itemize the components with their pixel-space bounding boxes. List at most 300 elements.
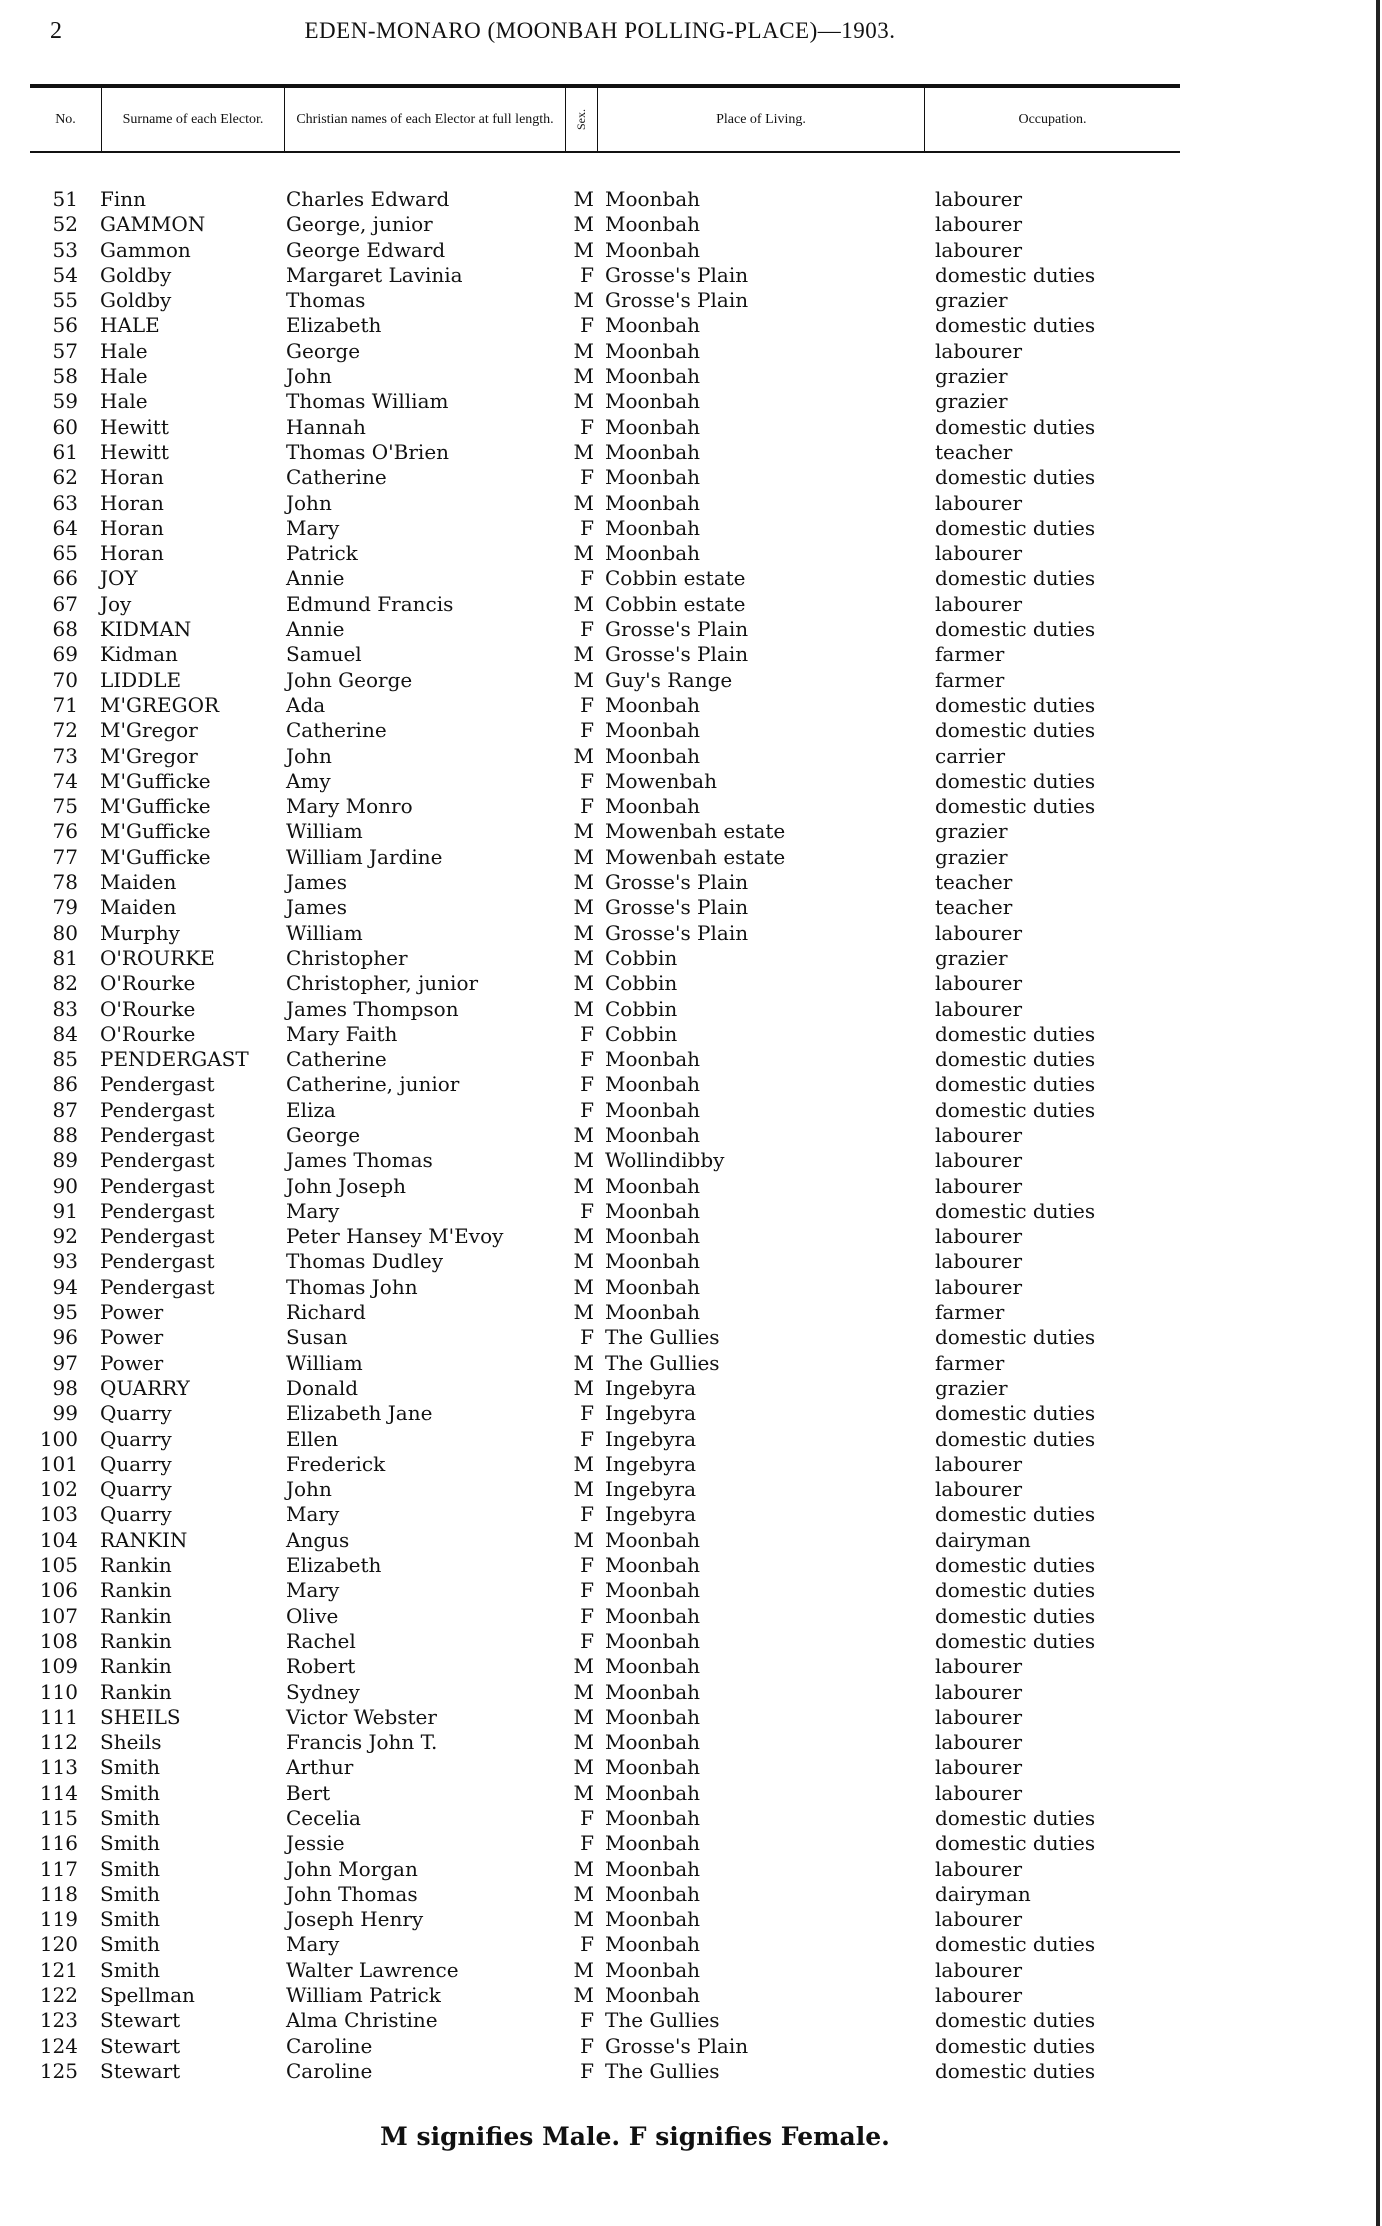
row-occupation: grazier [935,389,1008,414]
row-sex: F [580,692,594,717]
row-sex: M [573,1300,594,1325]
row-number: 115 [39,1806,78,1830]
row-number: 75 [52,794,78,819]
row-number: 122 [39,1983,78,2008]
row-place: Grosse's Plain [605,2033,749,2058]
row-occupation: domestic duties [935,414,1096,439]
row-place: Moonbah [605,1806,701,1830]
row-surname: O'Rourke [100,971,196,996]
row-occupation: farmer [935,1350,1005,1375]
table-row [0,971,1382,996]
row-number: 102 [39,1477,78,1502]
row-place: Moonbah [605,1957,701,1982]
row-number: 88 [52,1122,78,1147]
row-occupation: labourer [935,1173,1023,1198]
row-christian-names: Patrick [286,541,358,566]
table-row [0,769,1382,794]
header-surname: Surname of each Elector. [102,88,285,151]
row-sex: M [573,591,594,616]
table-row [0,566,1382,591]
row-sex: M [573,187,594,211]
row-number: 107 [39,1603,78,1628]
row-surname: JOY [100,566,138,591]
row-surname: Stewart [100,2058,181,2083]
row-occupation: labourer [935,1249,1023,1274]
row-surname: Smith [100,1907,160,1932]
row-surname: Rankin [100,1654,172,1679]
row-number: 81 [52,945,78,970]
row-place: Moonbah [605,439,701,464]
row-surname: QUARRY [100,1375,190,1400]
table-row [0,895,1382,920]
row-sex: F [580,1578,594,1603]
row-occupation: labourer [935,1224,1023,1249]
row-sex: F [580,1047,594,1072]
row-number: 61 [52,439,78,464]
row-place: Moonbah [605,1553,701,1578]
header-place: Place of Living. [598,88,925,151]
row-christian-names: Caroline [286,2058,373,2083]
row-christian-names: George [286,338,361,363]
row-christian-names: Caroline [286,2033,373,2058]
row-number: 106 [39,1578,78,1603]
row-occupation: domestic duties [935,313,1096,338]
table-row [0,617,1382,642]
row-place: Grosse's Plain [605,617,749,642]
row-sex: F [580,617,594,642]
row-occupation: labourer [935,1983,1023,2008]
row-surname: Rankin [100,1578,172,1603]
row-sex: M [573,1654,594,1679]
row-occupation: labourer [935,996,1023,1021]
row-place: Moonbah [605,1983,701,2008]
row-number: 116 [39,1831,78,1856]
row-place: Grosse's Plain [605,642,749,667]
table-row [0,1730,1382,1755]
row-christian-names: Richard [286,1300,366,1325]
table-row [0,389,1382,414]
row-sex: M [573,1856,594,1881]
row-sex: F [580,794,594,819]
row-sex: M [573,541,594,566]
row-number: 86 [52,1072,78,1097]
row-place: Moonbah [605,465,701,490]
row-surname: Pendergast [100,1198,215,1223]
row-place: Grosse's Plain [605,870,749,895]
row-sex: F [580,2058,594,2083]
row-number: 62 [52,465,78,490]
row-surname: Rankin [100,1603,172,1628]
row-sex: M [573,1527,594,1552]
row-surname: HALE [100,313,160,338]
row-number: 104 [39,1527,78,1552]
row-occupation: domestic duties [935,768,1096,793]
row-sex: F [580,2008,594,2033]
row-place: Moonbah [605,414,701,439]
row-surname: Spellman [100,1983,195,2008]
row-number: 90 [52,1173,78,1198]
row-christian-names: Peter Hansey M'Evoy [286,1224,504,1249]
row-number: 99 [52,1401,78,1426]
row-sex: M [573,870,594,895]
row-surname: Smith [100,1881,160,1906]
row-surname: Horan [100,515,164,540]
row-christian-names: Mary [286,1198,340,1223]
row-christian-names: John Thomas [286,1881,418,1906]
row-place: Moonbah [605,187,701,211]
table-row [0,491,1382,516]
row-christian-names: Christopher, junior [286,971,479,996]
row-occupation: labourer [935,1679,1023,1704]
row-occupation: labourer [935,1451,1023,1476]
row-surname: Smith [100,1755,160,1780]
row-christian-names: Edmund Francis [286,591,454,616]
row-surname: Rankin [100,1628,172,1653]
row-surname: Murphy [100,920,180,945]
row-sex: M [573,364,594,389]
row-place: Grosse's Plain [605,288,749,313]
row-christian-names: Mary [286,1578,340,1603]
row-place: The Gullies [605,1350,720,1375]
row-surname: Sheils [100,1730,162,1755]
page-number: 2 [50,18,62,44]
row-christian-names: Cecelia [286,1806,361,1830]
row-christian-names: Eliza [286,1097,336,1122]
row-place: Moonbah [605,1603,701,1628]
row-surname: Stewart [100,2033,181,2058]
table-row [0,997,1382,1022]
header-occupation: Occupation. [1018,112,1087,127]
row-occupation: labourer [935,1957,1023,1982]
row-place: Moonbah [605,313,701,338]
row-sex: M [573,1907,594,1932]
row-occupation: domestic duties [935,718,1096,743]
row-christian-names: James [286,895,348,920]
row-surname: M'Gufficke [100,819,211,844]
row-surname: Finn [100,187,147,211]
row-occupation: domestic duties [935,465,1096,490]
elector-list [0,187,1382,2084]
row-occupation: domestic duties [935,2008,1096,2033]
row-occupation: grazier [935,819,1008,844]
table-row [0,1047,1382,1072]
row-number: 57 [52,338,78,363]
row-sex: F [580,1553,594,1578]
row-number: 114 [39,1780,78,1805]
row-place: The Gullies [605,2008,720,2033]
row-surname: Pendergast [100,1173,215,1198]
table-row [0,1857,1382,1882]
row-sex: M [573,439,594,464]
row-place: Moonbah [605,1198,701,1223]
row-surname: M'Gufficke [100,794,211,819]
row-christian-names: Ada [286,692,326,717]
row-place: Moonbah [605,1679,701,1704]
table-row [0,288,1382,313]
row-sex: M [573,1224,594,1249]
row-number: 96 [52,1325,78,1350]
row-christian-names: Catherine [286,718,387,743]
row-number: 60 [52,414,78,439]
row-christian-names: John Morgan [286,1856,418,1881]
row-place: Grosse's Plain [605,920,749,945]
row-christian-names: John [286,1477,332,1502]
table-row [0,2008,1382,2033]
row-occupation: domestic duties [935,1325,1096,1350]
table-row [0,1882,1382,1907]
row-place: Moonbah [605,1274,701,1299]
row-place: Moonbah [605,389,701,414]
table-row [0,642,1382,667]
row-occupation: grazier [935,945,1008,970]
table-row [0,946,1382,971]
row-place: Moonbah [605,718,701,743]
row-surname: Power [100,1300,164,1325]
row-place: Moonbah [605,1527,701,1552]
table-row [0,1199,1382,1224]
row-surname: Quarry [100,1451,172,1476]
row-sex: F [580,1325,594,1350]
row-occupation: domestic duties [935,515,1096,540]
row-sex: F [580,1426,594,1451]
row-christian-names: Walter Lawrence [286,1957,459,1982]
table-row [0,1806,1382,1831]
row-place: Moonbah [605,1831,701,1856]
row-christian-names: Sydney [286,1679,360,1704]
row-surname: Pendergast [100,1224,215,1249]
row-christian-names: Thomas O'Brien [286,439,450,464]
row-christian-names: Catherine [286,465,387,490]
row-place: Moonbah [605,338,701,363]
table-row [0,2059,1382,2084]
row-christian-names: Mary [286,515,340,540]
row-occupation: domestic duties [935,692,1096,717]
table-row [0,1755,1382,1780]
row-place: Moonbah [605,212,701,237]
row-surname: Hewitt [100,439,169,464]
row-surname: GAMMON [100,212,206,237]
row-christian-names: Robert [286,1654,356,1679]
row-occupation: domestic duties [935,794,1096,819]
row-place: Ingebyra [605,1401,697,1426]
row-sex: M [573,1249,594,1274]
row-christian-names: Victor Webster [286,1704,437,1729]
row-occupation: domestic duties [935,1021,1096,1046]
row-surname: Smith [100,1780,160,1805]
row-christian-names: Bert [286,1780,331,1805]
row-surname: O'Rourke [100,1021,196,1046]
row-number: 56 [52,313,78,338]
row-christian-names: William [286,819,363,844]
table-header [30,88,1180,151]
row-christian-names: James Thomas [286,1148,433,1173]
row-place: Ingebyra [605,1477,697,1502]
row-place: Moonbah [605,1249,701,1274]
sex-legend: M signifies Male. F signifies Female. [380,2122,890,2151]
row-christian-names: Ellen [286,1426,339,1451]
table-row [0,1983,1382,2008]
row-sex: F [580,1603,594,1628]
row-sex: M [573,1148,594,1173]
row-sex: F [580,1628,594,1653]
row-christian-names: Margaret Lavinia [286,262,463,287]
row-number: 79 [52,895,78,920]
row-christian-names: Christopher [286,945,408,970]
table-row [0,263,1382,288]
row-number: 118 [39,1881,78,1906]
row-place: Mowenbah [605,768,717,793]
row-occupation: grazier [935,364,1008,389]
row-sex: M [573,1780,594,1805]
row-place: Moonbah [605,1628,701,1653]
table-row [0,1427,1382,1452]
table-row [0,1123,1382,1148]
row-christian-names: James Thompson [286,996,459,1021]
table-row [0,1781,1382,1806]
row-place: Moonbah [605,1224,701,1249]
row-number: 87 [52,1097,78,1122]
row-christian-names: Amy [286,768,331,793]
row-occupation: domestic duties [935,1047,1096,1072]
row-sex: F [580,1401,594,1426]
row-surname: Gammon [100,237,191,262]
row-number: 82 [52,971,78,996]
row-surname: M'Gregor [100,743,198,768]
row-place: Cobbin estate [605,591,746,616]
table-row [0,921,1382,946]
row-number: 67 [52,591,78,616]
row-number: 54 [52,262,78,287]
row-number: 111 [39,1704,78,1729]
row-occupation: labourer [935,1704,1023,1729]
row-place: Moonbah [605,1755,701,1780]
row-sex: M [573,490,594,515]
row-place: Moonbah [605,1704,701,1729]
table-row [0,845,1382,870]
row-occupation: labourer [935,490,1023,515]
table-row [0,2034,1382,2059]
row-place: Wollindibby [605,1148,725,1173]
table-row [0,1351,1382,1376]
table-row [0,744,1382,769]
row-sex: M [573,212,594,237]
row-sex: F [580,414,594,439]
row-number: 51 [52,187,78,211]
row-christian-names: Annie [286,566,345,591]
row-place: Mowenbah estate [605,844,786,869]
row-surname: M'Gufficke [100,844,211,869]
table-row [0,1654,1382,1679]
row-surname: RANKIN [100,1527,188,1552]
row-occupation: labourer [935,338,1023,363]
row-number: 53 [52,237,78,262]
row-number: 95 [52,1300,78,1325]
row-occupation: labourer [935,1907,1023,1932]
row-sex: M [573,1704,594,1729]
row-surname: Pendergast [100,1097,215,1122]
row-occupation: labourer [935,1477,1023,1502]
row-occupation: labourer [935,237,1023,262]
row-christian-names: Elizabeth [286,313,382,338]
row-surname: Quarry [100,1426,172,1451]
row-christian-names: Catherine, junior [286,1072,460,1097]
row-number: 74 [52,768,78,793]
row-place: Ingebyra [605,1426,697,1451]
row-place: Moonbah [605,1907,701,1932]
row-surname: Goldby [100,288,172,313]
row-place: Moonbah [605,1072,701,1097]
row-surname: Horan [100,541,164,566]
row-occupation: labourer [935,1654,1023,1679]
table-row [0,1325,1382,1350]
row-christian-names: Thomas John [286,1274,418,1299]
row-surname: Pendergast [100,1072,215,1097]
row-sex: F [580,566,594,591]
row-christian-names: Catherine [286,1047,387,1072]
row-sex: F [580,1021,594,1046]
row-place: Moonbah [605,364,701,389]
row-number: 108 [39,1628,78,1653]
row-occupation: domestic duties [935,1426,1096,1451]
row-place: Ingebyra [605,1502,697,1527]
row-place: Cobbin [605,945,678,970]
table-row [0,1502,1382,1527]
table-row [0,819,1382,844]
row-surname: Pendergast [100,1274,215,1299]
row-occupation: domestic duties [935,262,1096,287]
table-row [0,1098,1382,1123]
row-sex: M [573,1755,594,1780]
row-surname: Kidman [100,642,178,667]
row-occupation: farmer [935,1300,1005,1325]
row-place: Grosse's Plain [605,895,749,920]
table-row [0,693,1382,718]
row-occupation: labourer [935,591,1023,616]
table-row [0,1831,1382,1856]
row-occupation: domestic duties [935,1806,1096,1830]
row-sex: M [573,288,594,313]
row-christian-names: Hannah [286,414,366,439]
row-occupation: labourer [935,1122,1023,1147]
row-place: Moonbah [605,1300,701,1325]
row-occupation: labourer [935,1755,1023,1780]
row-place: Ingebyra [605,1451,697,1476]
row-christian-names: Samuel [286,642,362,667]
row-place: Moonbah [605,692,701,717]
table-row [0,1224,1382,1249]
row-occupation: labourer [935,187,1023,211]
row-surname: Rankin [100,1553,172,1578]
row-occupation: labourer [935,1856,1023,1881]
row-christian-names: Angus [286,1527,350,1552]
row-christian-names: Mary [286,1932,340,1957]
table-row [0,1528,1382,1553]
row-place: Moonbah [605,1654,701,1679]
row-number: 77 [52,844,78,869]
row-sex: M [573,338,594,363]
row-surname: M'Gufficke [100,768,211,793]
row-sex: M [573,1477,594,1502]
row-surname: Hale [100,389,148,414]
row-number: 84 [52,1021,78,1046]
row-occupation: grazier [935,288,1008,313]
row-occupation: farmer [935,642,1005,667]
table-row [0,440,1382,465]
row-sex: M [573,743,594,768]
row-number: 55 [52,288,78,313]
row-number: 65 [52,541,78,566]
row-surname: Maiden [100,895,177,920]
